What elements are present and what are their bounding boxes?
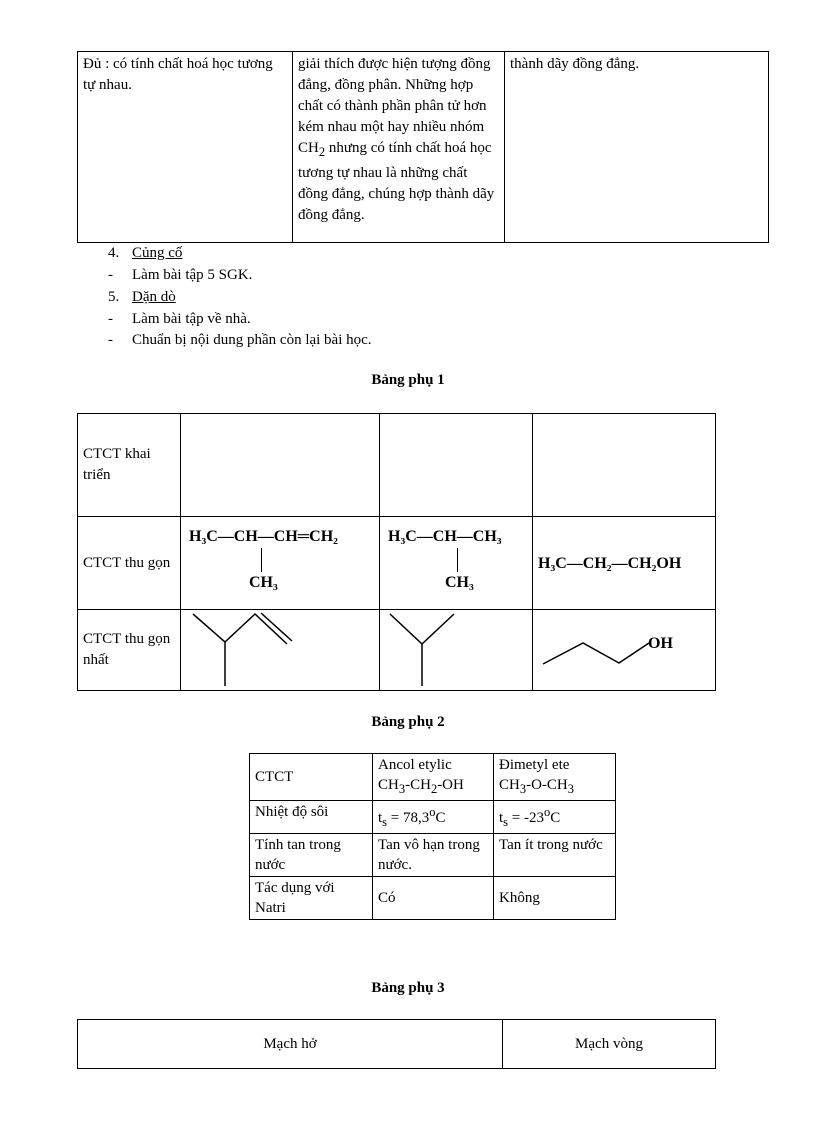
- formula-ete: $CH_3-O-CH_3$: [499, 777, 575, 796]
- boiling-point-ete: $t_s = -23^oC$: [499, 805, 561, 829]
- list-item: [108, 309, 251, 330]
- formula-1-sub: CH₃: [249, 574, 278, 591]
- formula-1-main: H₃C—CH—CH═CH₂: [189, 528, 338, 545]
- list-marker: 4.: [108, 245, 120, 261]
- top-cell-3-text: thành dãy đồng đẳng.: [510, 56, 640, 72]
- table1-row-label: CTCT thu gọn: [78, 517, 181, 610]
- formula-etylic: $CH_3-CH_2-OH$: [378, 777, 464, 796]
- list-text: Dặn dò: [132, 289, 176, 305]
- top-cell-2-text-b: Những hợp chất có thành phần phân tử hơn kém nhau một hay nhiều nhóm CH: [298, 77, 487, 156]
- table2-cell: Tan ít trong nước: [494, 834, 616, 877]
- list-marker: 5.: [108, 289, 120, 305]
- skeletal-cell-1: [181, 610, 380, 691]
- table2-cell: Tác dụng với Natri: [250, 877, 373, 920]
- skeletal-cell-2: [380, 610, 533, 691]
- list-marker: -: [108, 311, 113, 327]
- boiling-point-etylic: $t_s = 78,3^oC$: [378, 805, 446, 829]
- top-cell-1: [78, 52, 293, 243]
- formula-2-main: H₃C—CH—CH₃: [388, 528, 502, 545]
- top-cell-2-text-a: giải thích được hiện tượng đồng đẳng, đồng phân.: [298, 56, 491, 93]
- table2-cell: [373, 754, 494, 801]
- bond-line: [261, 548, 262, 572]
- table3-header-open-chain: Mạch hở: [78, 1020, 503, 1069]
- table2-cell: Tính tan trong nước: [250, 834, 373, 877]
- list-marker: -: [108, 267, 113, 283]
- table1-caption: Bảng phụ 1: [371, 372, 445, 388]
- oh-label: OH: [648, 635, 673, 652]
- table2-cell-text: Đimetyl ete: [499, 757, 570, 773]
- list-text: Làm bài tập 5 SGK.: [132, 267, 253, 283]
- skeletal-formula-2: [380, 610, 532, 690]
- table2-cell: Nhiệt độ sôi: [250, 801, 373, 834]
- top-table: [77, 51, 769, 243]
- list-text: Chuẩn bị nội dung phần còn lại bài học.: [132, 332, 372, 348]
- list-item: [108, 265, 252, 286]
- skeletal-formula-3: [533, 610, 715, 690]
- list-marker: -: [108, 332, 113, 348]
- table1-row-label: CTCT khai triển: [78, 414, 181, 517]
- formula-2-sub: CH₃: [445, 574, 474, 591]
- bond-line: [457, 548, 458, 572]
- table2-cell: [494, 754, 616, 801]
- top-cell-1-text: Đủ : có tính chất hoá học tương tự nhau.: [83, 56, 273, 93]
- table2-cell: Tan vô hạn trong nước.: [373, 834, 494, 877]
- table1-cell: [533, 414, 716, 517]
- table3-caption: Bảng phụ 3: [371, 980, 445, 996]
- top-cell-2: [293, 52, 505, 243]
- list-item-5: [108, 287, 176, 308]
- list-text: Củng cố: [132, 245, 183, 261]
- table2-cell: Có: [373, 877, 494, 920]
- list-item: [108, 330, 372, 351]
- skeletal-cell-3: [533, 610, 716, 691]
- table1-row-label: CTCT thu gọn nhất: [78, 610, 181, 691]
- table1-cell: [380, 414, 533, 517]
- table2: [249, 753, 616, 920]
- skeletal-formula-1: [181, 610, 379, 690]
- table1-cell: [181, 414, 380, 517]
- formula-3: H₃C—CH₂—CH₂OH: [538, 554, 682, 572]
- table2-cell: [494, 801, 616, 834]
- table2-caption: Bảng phụ 2: [371, 714, 445, 730]
- table1: [77, 413, 716, 691]
- table2-cell: Không: [494, 877, 616, 920]
- table3: [77, 1019, 716, 1069]
- list-text: Làm bài tập về nhà.: [132, 311, 251, 327]
- formula-cell-1: [181, 517, 380, 610]
- table2-cell: CTCT: [250, 754, 373, 801]
- table3-header-ring: Mạch vòng: [503, 1020, 716, 1069]
- list-item-4: [108, 243, 182, 264]
- formula-cell-2: [380, 517, 533, 610]
- top-cell-2-sub: 2: [318, 145, 326, 159]
- formula-cell-3: [533, 517, 716, 610]
- table2-cell: [373, 801, 494, 834]
- top-cell-3: [505, 52, 769, 243]
- top-cell-2-text-c: nhưng có tính chất hoá học tương tự nhau là những chất đồng đẳng, chúng hợp thành dãy đồng đẳng.: [298, 140, 495, 223]
- table2-cell-text: Ancol etylic: [378, 757, 452, 773]
